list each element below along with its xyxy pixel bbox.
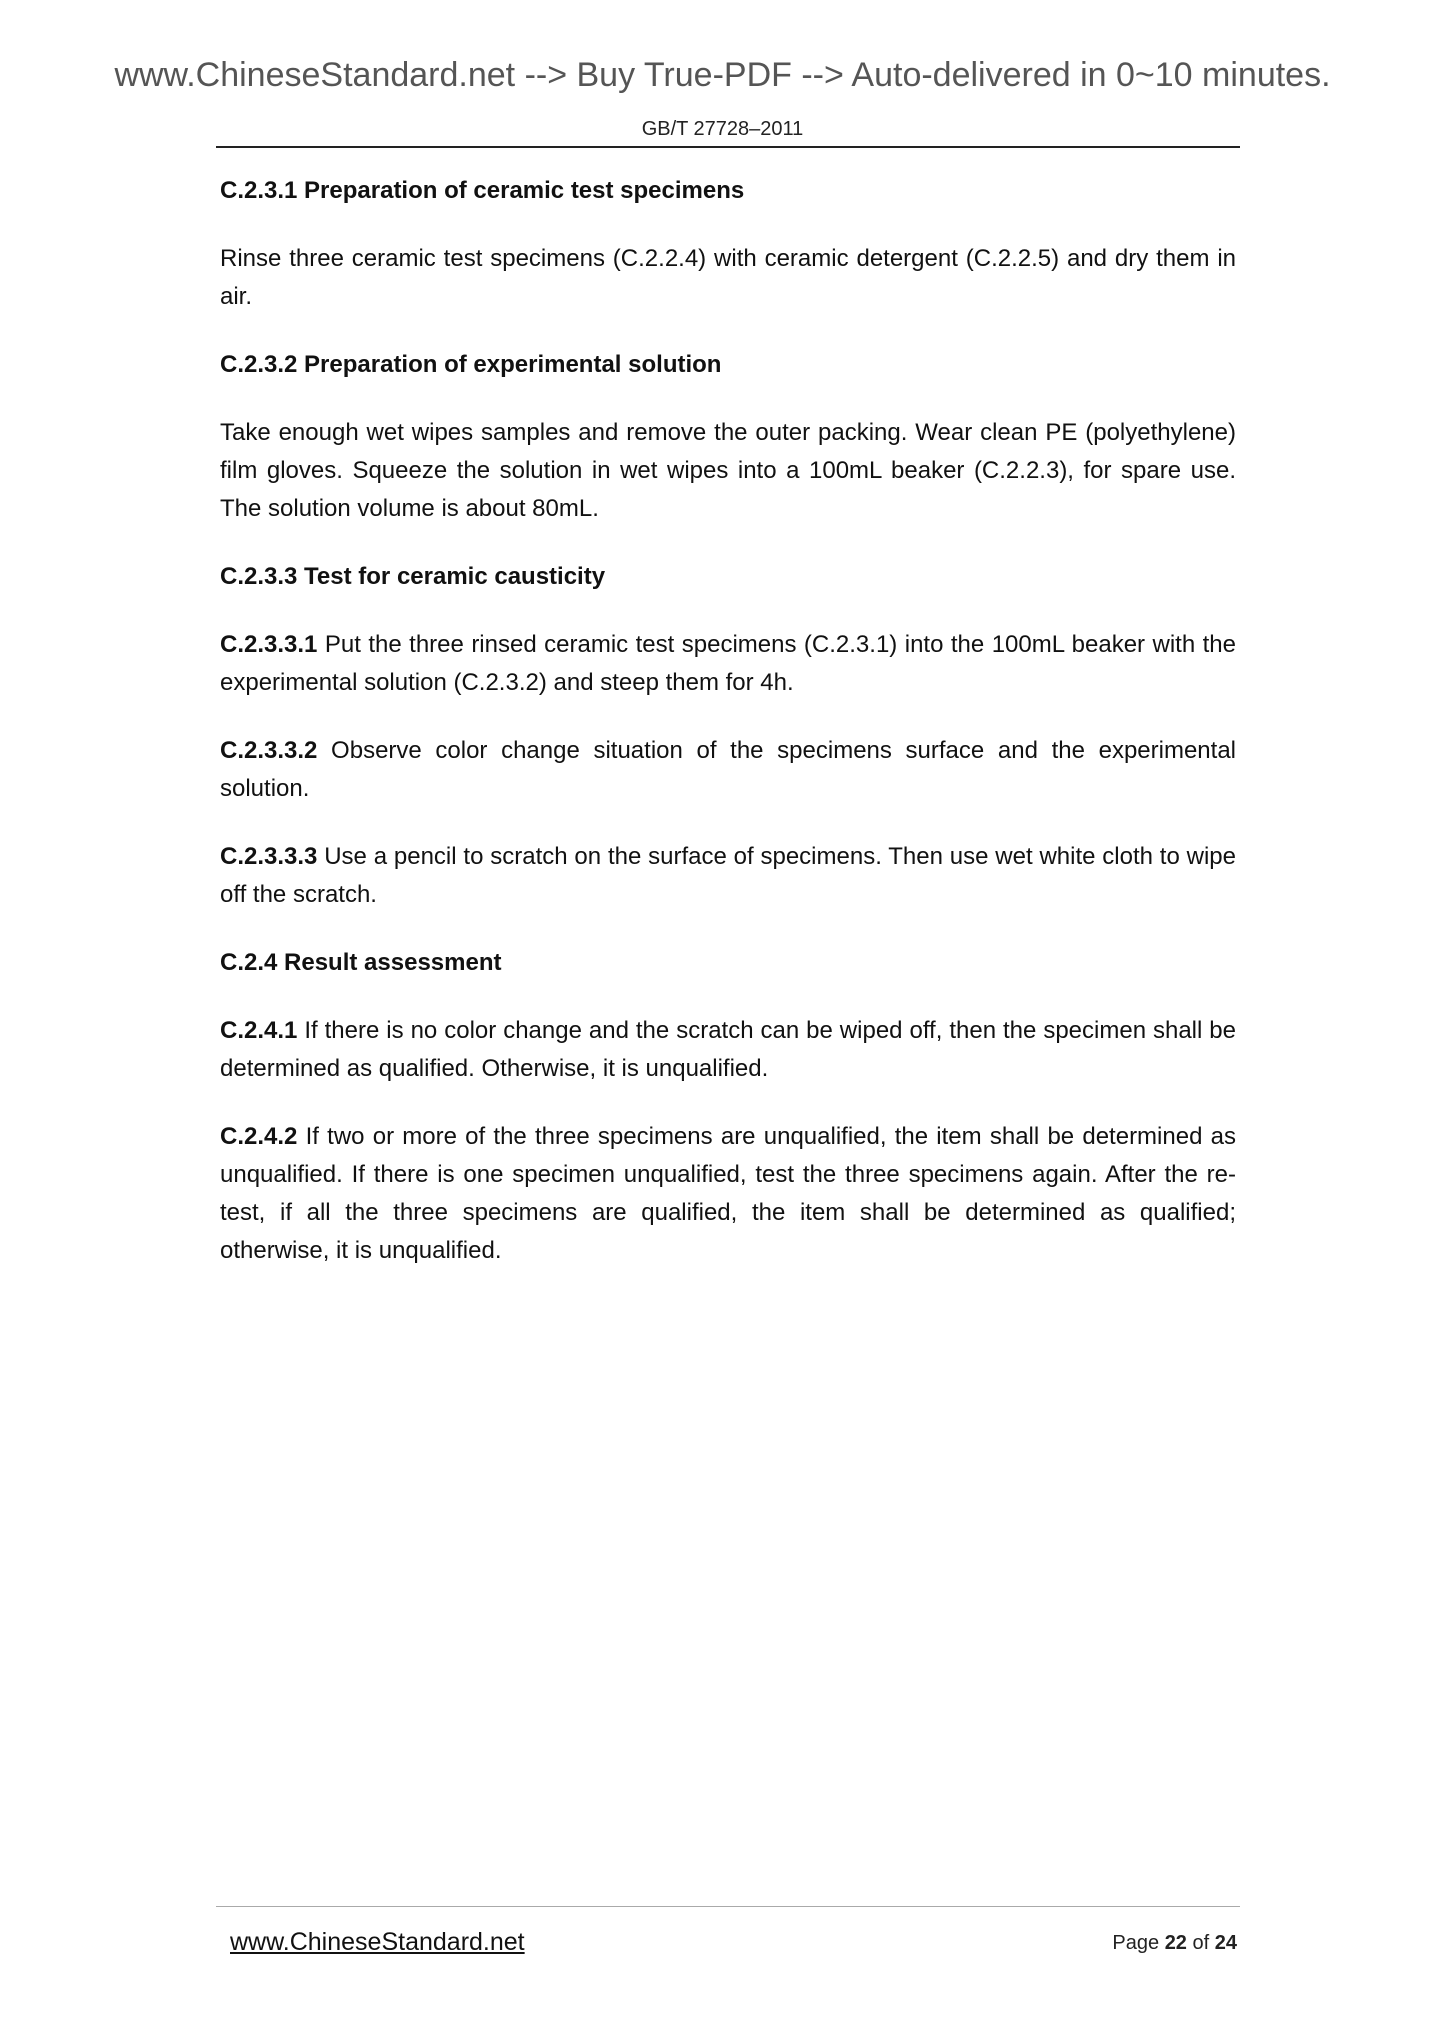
clause-text: Put the three rinsed ceramic test specimens (C.2.3.1) into the 100mL beaker with the experimental solution (C.2.3.2) and steep them for 4h. (220, 631, 1236, 696)
page-label: Page (1112, 1932, 1160, 1954)
clause-number: C.2.3.3.1 (220, 631, 318, 658)
clause-number: C.2.4.1 (220, 1017, 298, 1044)
paragraph-c2-3-3-2 (220, 732, 1236, 808)
clause-text: If there is no color change and the scratch can be wiped off, then the specimen shall be determined as qualified. Otherwise, it is unqualified. (220, 1017, 1236, 1082)
site-banner: www.ChineseStandard.net --> Buy True-PDF --> Auto-delivered in 0~10 minutes. (114, 56, 1331, 94)
clause-text: Observe color change situation of the specimens surface and the experimental solution. (220, 737, 1236, 802)
section-heading-c2-3-2: C.2.3.2 Preparation of experimental solution (220, 351, 722, 378)
clause-number: C.2.4.2 (220, 1123, 298, 1150)
paragraph-c2-3-1: Rinse three ceramic test specimens (C.2.2.4) with ceramic detergent (C.2.2.5) and dry them in air. (220, 245, 1236, 310)
paragraph-c2-3-3-1 (220, 626, 1236, 702)
page-of: of (1192, 1932, 1210, 1954)
paragraph-c2-3-2: Take enough wet wipes samples and remove the outer packing. Wear clean PE (polyethylene) film gloves. Squeeze the solution in wet wipes into a 100mL beaker (C.2.2.3), for spare use. The solution volume is about 80mL. (220, 419, 1236, 522)
footer-divider (216, 1906, 1240, 1907)
clause-text: If two or more of the three specimens are unqualified, the item shall be determined as unqualified. If there is one specimen unqualified, test the three specimens again. After the re-test, if all the three specimens are qualified, the item shall be determined as qualified; otherwise, it is unqualified. (220, 1123, 1236, 1264)
page-current: 22 (1164, 1932, 1187, 1954)
page-total: 24 (1214, 1932, 1237, 1954)
section-heading-c2-4: C.2.4 Result assessment (220, 949, 502, 976)
paragraph-c2-4-2 (220, 1118, 1236, 1270)
standard-code: GB/T 27728–2011 (641, 118, 804, 140)
footer-site-link[interactable]: www.ChineseStandard.net (230, 1928, 525, 1956)
section-heading-c2-3-3: C.2.3.3 Test for ceramic causticity (220, 563, 606, 590)
header-divider (216, 146, 1240, 148)
paragraph-c2-3-3-3 (220, 838, 1236, 914)
clause-text: Use a pencil to scratch on the surface of specimens. Then use wet white cloth to wipe off the scratch. (220, 843, 1236, 908)
document-body (220, 172, 1236, 1300)
page-number (1112, 1932, 1237, 1955)
paragraph-c2-4-1 (220, 1012, 1236, 1088)
section-heading-c2-3-1: C.2.3.1 Preparation of ceramic test specimens (220, 177, 745, 204)
clause-number: C.2.3.3.2 (220, 737, 318, 764)
clause-number: C.2.3.3.3 (220, 843, 318, 870)
